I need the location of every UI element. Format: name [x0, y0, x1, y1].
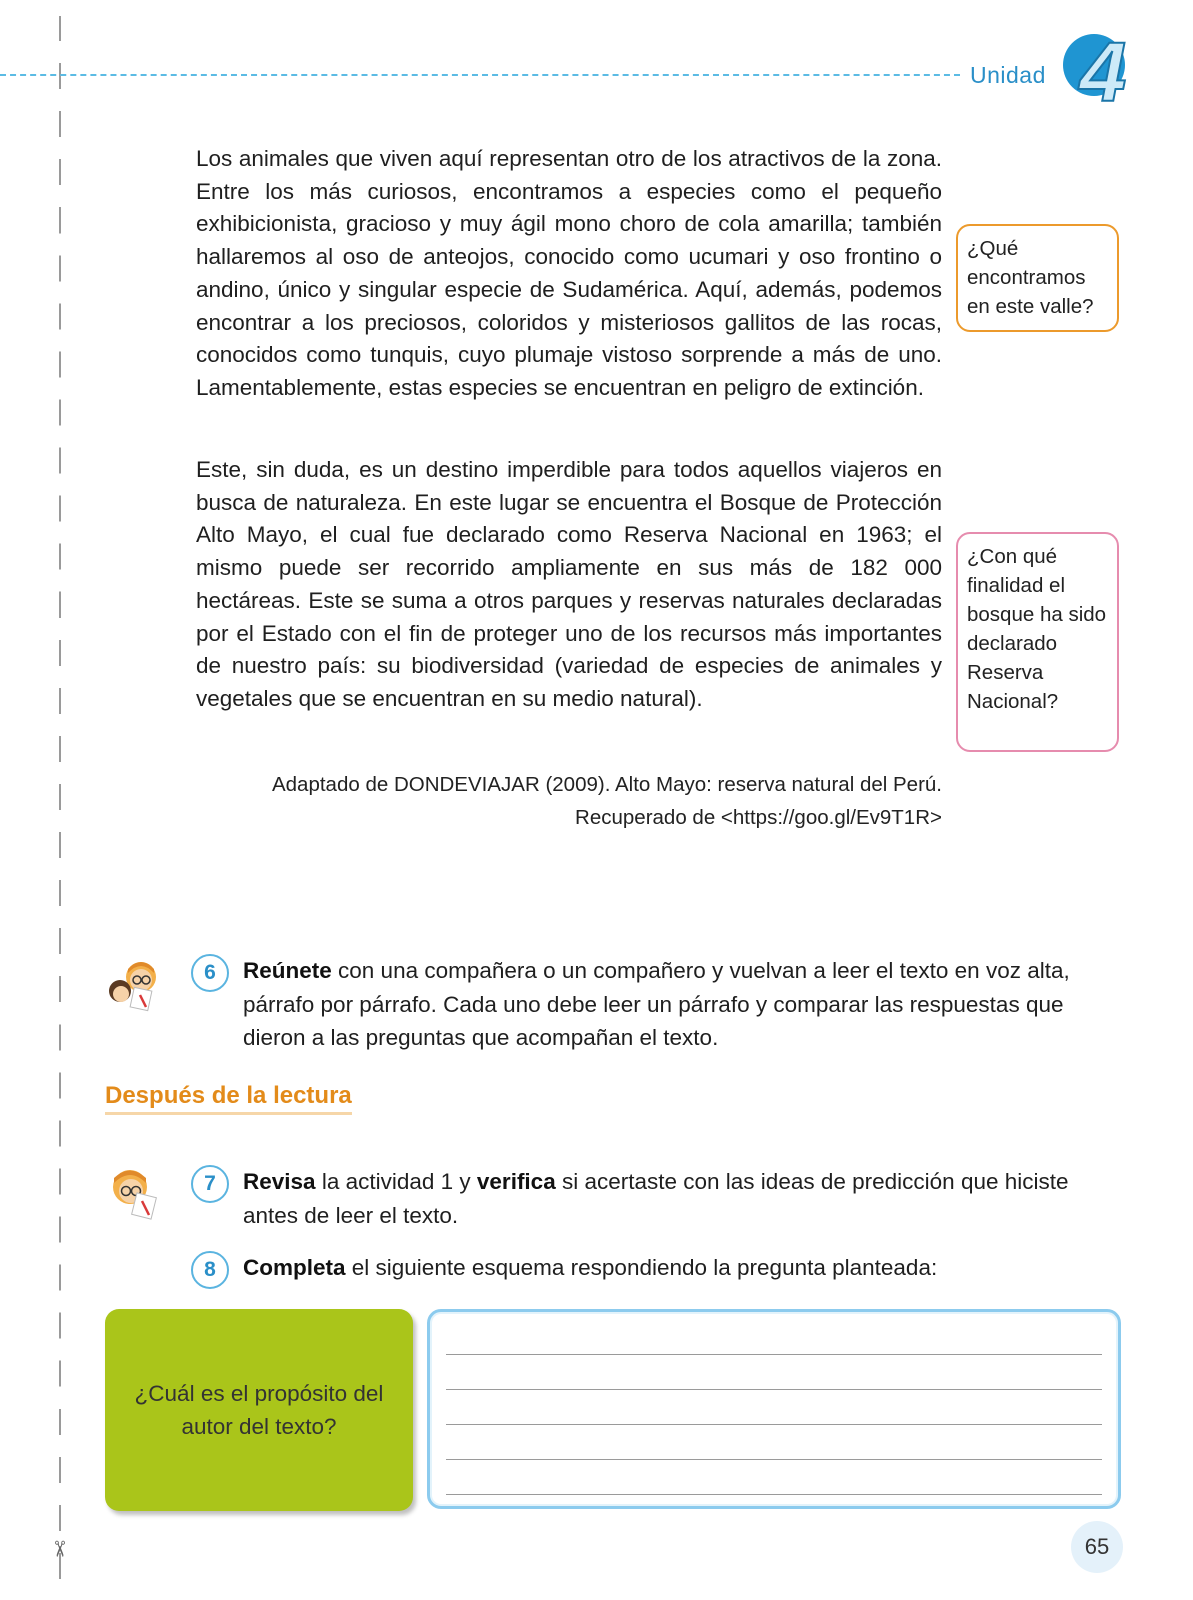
- reading-paragraph-1: Los animales que viven aquí representan otro de los atractivos de la zona. Entre los más curiosos, encontramos a especies como el pequeño exhibicionista, gracioso y muy ágil mono choro de cola amarilla; también hallaremos al oso de anteojos, conocido como ucumari y oso frontino o andino, único y singular especie de Sudamérica. Aquí, además, podemos encontrar a los preciosos, coloridos y misteriosos gallitos de las rocas, conocidos como tunquis, cuyo plumaje vistoso sorprende a más de uno. Lamentablemente, estas especies se encuentran en peligro de extinción.: [196, 146, 942, 400]
- activity-6-instruction: con una compañera o un compañero y vuelvan a leer el texto en voz alta, párrafo por párrafo. Cada uno debe leer un párrafo y comparar las respuestas que dieron a las preguntas que acompañan el texto.: [243, 958, 1070, 1050]
- activity-7-text-2: si acertaste con las ideas de predicción que hiciste antes de leer el texto.: [243, 1169, 1069, 1228]
- activity-7-text: [243, 1165, 1123, 1232]
- activity-7-number: 7: [191, 1165, 229, 1203]
- scheme-question: ¿Cuál es el propósito del autor del texto?: [134, 1381, 384, 1439]
- activity-8-instruction: el siguiente esquema respondiendo la pregunta planteada:: [345, 1255, 938, 1280]
- side-question-2: ¿Con qué finalidad el bosque ha sido declarado Reserva Nacional?: [956, 532, 1119, 752]
- scheme-question-box: [105, 1309, 413, 1511]
- reading-paragraph-2: Este, sin duda, es un destino imperdible para todos aquellos viajeros en busca de naturaleza. En este lugar se encuentra el Bosque de Protección Alto Mayo, el cual fue declarado como Reserva Nacional en 1963; el mismo puede ser recorrido ampliamente en sus más de 182 000 hectáreas. Este se suma a otros parques y reservas naturales declaradas por el Estado con el fin de proteger uno de los recursos más importantes de nuestro país: su biodiversidad (variedad de especies de animales y vegetales que se encuentran en su medio natural).: [196, 457, 942, 711]
- citation-source: Adaptado de DONDEVIAJAR (2009). Alto Mayo: reserva natural del Perú.: [271, 773, 942, 796]
- activity-8-verb: Completa: [243, 1255, 346, 1280]
- unit-number: 4: [1079, 25, 1127, 119]
- page-number: 65: [1071, 1521, 1123, 1573]
- side-question-1: ¿Qué encontramos en este valle?: [956, 224, 1119, 332]
- unit-label: Unidad: [970, 62, 1046, 88]
- section-title: Después de la lectura: [105, 1082, 352, 1115]
- individual-work-icon: [104, 1163, 162, 1221]
- answer-line[interactable]: [446, 1389, 1102, 1390]
- activity-6-number: 6: [191, 954, 229, 992]
- answer-line[interactable]: [446, 1354, 1102, 1355]
- answer-box[interactable]: [427, 1309, 1121, 1509]
- cut-line: [59, 16, 61, 1596]
- citation: [196, 768, 942, 834]
- answer-line[interactable]: [446, 1459, 1102, 1460]
- activity-6-text: [243, 954, 1123, 1055]
- scissors-icon: ✂: [47, 1539, 73, 1559]
- activity-8-text: [243, 1251, 1123, 1285]
- activity-6-verb: Reúnete: [243, 958, 332, 983]
- activity-7-verb-2: verifica: [476, 1169, 556, 1194]
- activity-7-verb-1: Revisa: [243, 1169, 316, 1194]
- header-divider: [0, 74, 960, 76]
- activity-8-number: 8: [191, 1251, 229, 1289]
- answer-line[interactable]: [446, 1424, 1102, 1425]
- citation-url: Recuperado de <https://goo.gl/Ev9T1R>: [575, 806, 942, 829]
- pair-work-icon: [104, 955, 162, 1013]
- activity-7-text-1: la actividad 1 y: [315, 1169, 477, 1194]
- answer-line[interactable]: [446, 1494, 1102, 1495]
